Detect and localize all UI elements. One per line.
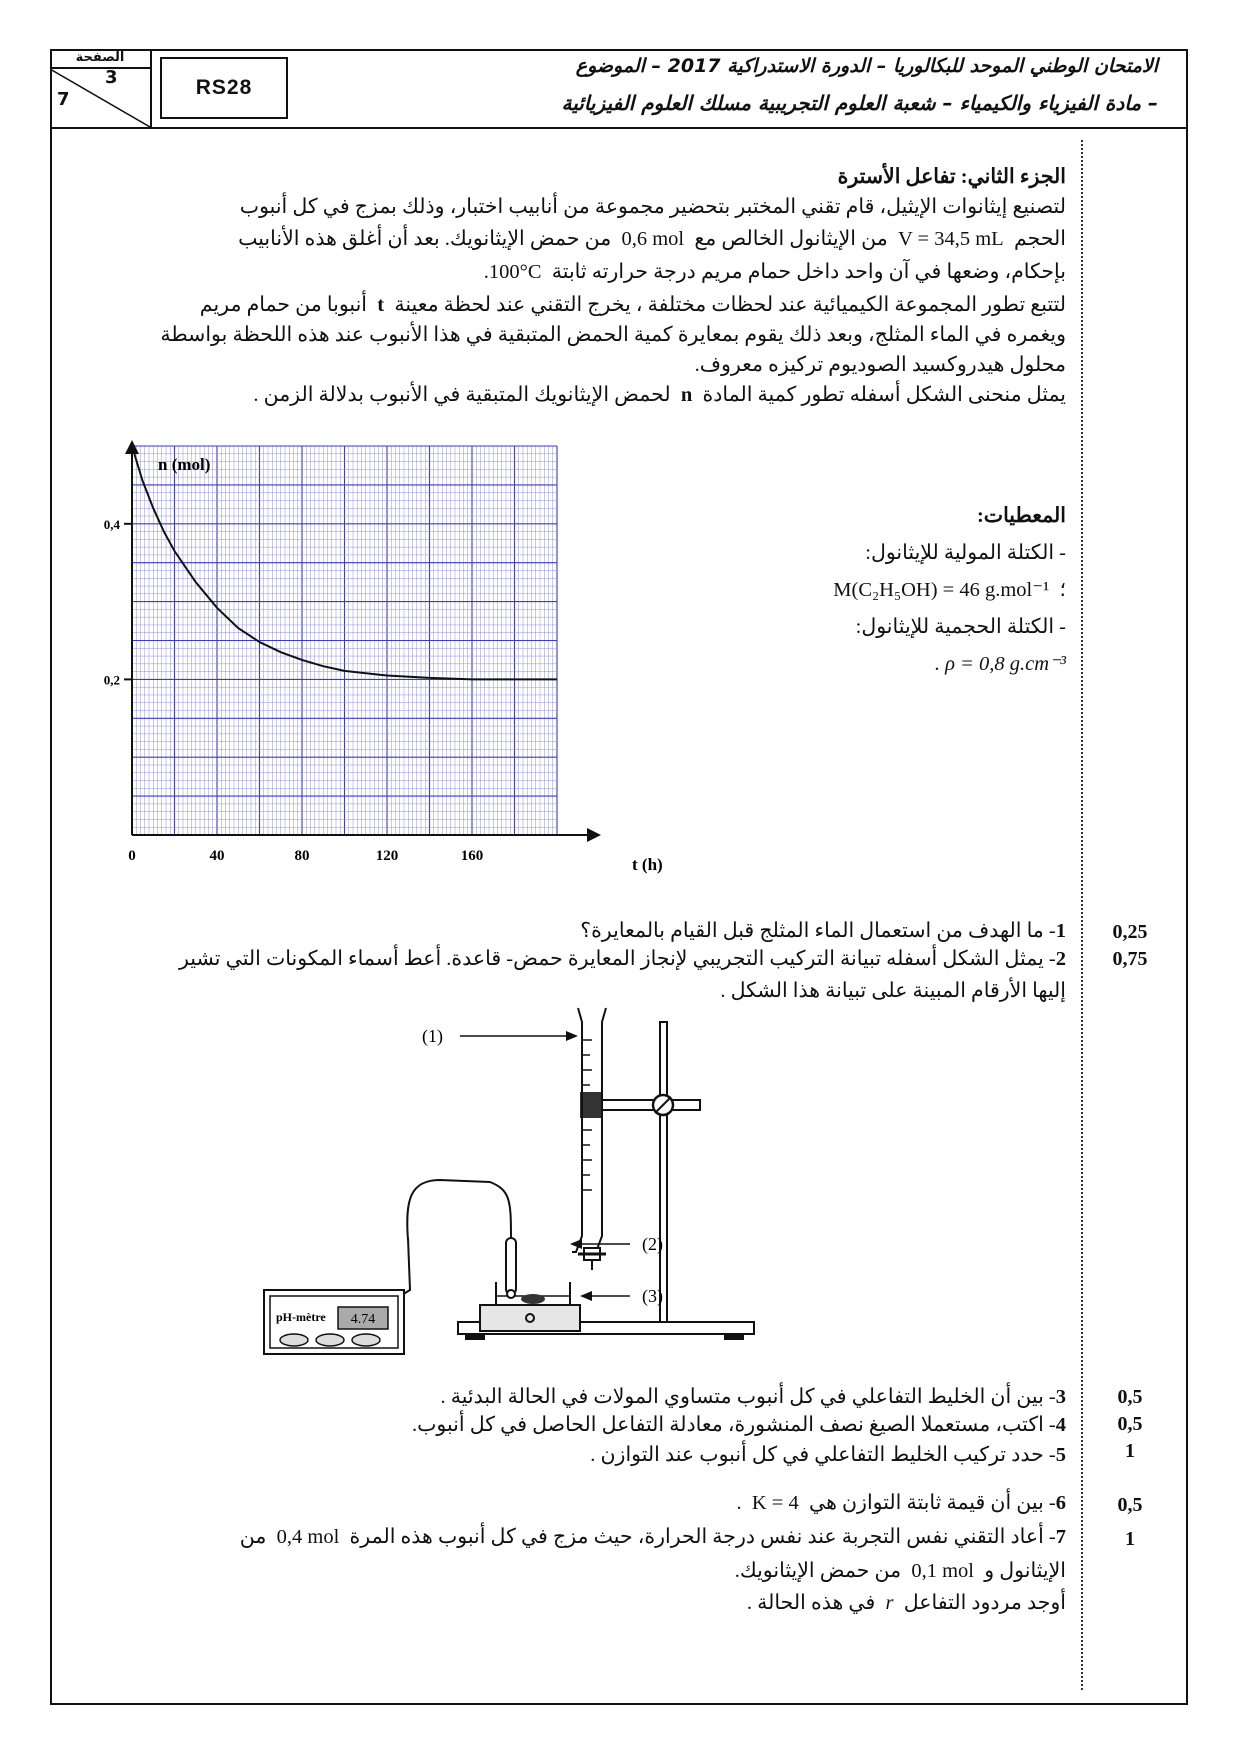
intro-text-7a: يمثل منحنى الشكل أسفله تطور كمية المادة xyxy=(702,384,1066,406)
chart-grid xyxy=(132,446,557,835)
page-number: 3 xyxy=(105,67,118,88)
label-3: (3) xyxy=(642,1286,663,1306)
intro-line-7 xyxy=(86,380,1066,410)
question-6 xyxy=(86,1488,1066,1518)
intro-text-2a: الحجم xyxy=(1013,228,1066,250)
question-6-text: - بين أن قيمة ثابتة التوازن هي xyxy=(808,1492,1056,1514)
y-tick-label: 0,4 xyxy=(103,516,120,532)
question-2-number: 2 xyxy=(1055,948,1066,970)
part-title-line xyxy=(86,162,1066,192)
question-1-text: - ما الهدف من استعمال الماء المثلج قبل القيام بالمعايرة؟ xyxy=(580,920,1056,942)
clamp-jaw xyxy=(580,1092,602,1118)
stand-rod xyxy=(660,1022,667,1322)
titration-apparatus xyxy=(260,1000,780,1370)
stand-foot-right xyxy=(724,1334,744,1340)
question-7-text3: من حمض الإيثانويك. xyxy=(734,1560,902,1582)
page-number-box xyxy=(50,49,152,127)
score-q3: 0,5 xyxy=(1117,1386,1143,1408)
x-tick-label: 0 xyxy=(128,848,136,864)
exam-code: RS28 xyxy=(160,57,288,119)
question-4 xyxy=(86,1410,1066,1440)
page-label: الصفحة xyxy=(50,49,150,69)
ph-meter-label: pH-mètre xyxy=(276,1310,326,1324)
magnetic-stirrer xyxy=(480,1305,580,1331)
volume-value: V = 34,5 mL xyxy=(897,228,1004,250)
question-5-number: 5 xyxy=(1055,1444,1066,1466)
x-tick-label: 120 xyxy=(375,848,399,864)
question-7-tail: من xyxy=(239,1526,267,1548)
molar-mass-label: - الكتلة المولية للإيثانول: xyxy=(865,542,1066,564)
page-total: 7 xyxy=(57,89,70,110)
stand-foot-left xyxy=(465,1334,485,1340)
electrode-cable xyxy=(390,1180,511,1300)
score-q6: 0,5 xyxy=(1117,1494,1143,1516)
intro-text-2c: من حمض الإيثانويك. بعد أن أغلق هذه الأنابيب xyxy=(238,228,612,250)
x-axis-arrow xyxy=(587,828,601,842)
amount-vs-time-chart xyxy=(100,440,680,880)
question-2-text: - يمثل الشكل أسفله تبيانة التركيب التجريبي لإنجاز المعايرة حمض- قاعدة. أعط أسماء المكونات التي تشير xyxy=(179,948,1056,970)
amount-symbol: n xyxy=(680,384,693,406)
given-data xyxy=(740,498,1066,683)
ph-knob-2 xyxy=(316,1334,344,1346)
stir-bar xyxy=(521,1294,545,1304)
question-6-number: 6 xyxy=(1055,1492,1066,1514)
intro-text-5: ويغمره في الماء المثلج، وبعد ذلك يقوم بمعايرة كمية الحمض المتبقية في هذا الأنبوب عند هذه اللحظة بواسطة xyxy=(160,324,1066,346)
molar-mass-sep: ؛ xyxy=(1059,579,1066,601)
exam-header xyxy=(50,49,1188,129)
clamp-arm xyxy=(600,1100,700,1110)
x-tick-label: 80 xyxy=(294,848,310,864)
intro-text-1: لتصنيع إيثانوات الإيثيل، قام تقني المختبر بتحضير مجموعة من أنابيب اختبار، وذلك بمزج في كل أنبوب xyxy=(239,196,1066,218)
burette-left-wall xyxy=(572,1008,582,1252)
molar-mass-value: M(C₂H₅OH) = 46 g.mol⁻¹ xyxy=(833,579,1050,601)
intro-line-3: بإحكام، وضعها في آن واحد داخل حمام مريم درجة حرارته ثابتة 100°C. xyxy=(483,261,1066,283)
exam-subject: – مادة الفيزياء والكيمياء – شعبة العلوم التجريبية مسلك العلوم الفيزيائية xyxy=(561,91,1158,115)
margin-separator xyxy=(1081,140,1083,1690)
exam-title: الامتحان الوطني الموحد للبكالوريا – الدورة الاستدراكية 2017 – الموضوع xyxy=(575,55,1158,77)
given-data-heading: المعطيات: xyxy=(976,505,1066,527)
question-4-number: 4 xyxy=(1055,1414,1066,1436)
intro-text-2b: من الإيثانول الخالص مع xyxy=(694,228,888,250)
question-4-text: - اكتب، مستعملا الصيغ نصف المنشورة، معادلة التفاعل الحاصل في كل أنبوب. xyxy=(411,1414,1056,1436)
ph-meter-reading: 4.74 xyxy=(350,1312,376,1327)
intro-text-7b: لحمض الإيثانويك المتبقية في الأنبوب بدلالة الزمن . xyxy=(253,384,671,406)
label-1: (1) xyxy=(422,1026,443,1046)
question-2 xyxy=(86,944,1066,974)
time-symbol: t xyxy=(377,294,385,316)
burette-right-wall xyxy=(596,1008,606,1252)
y-tick-label: 0,2 xyxy=(103,672,120,688)
equilibrium-constant: K = 4 xyxy=(751,1492,799,1514)
question-3 xyxy=(86,1382,1066,1412)
question-1-number: 1 xyxy=(1055,920,1066,942)
density-value: . ρ = 0,8 g.cm⁻³ xyxy=(934,653,1066,675)
x-tick-label: 40 xyxy=(209,848,225,864)
intro-line-2 xyxy=(86,224,1066,254)
question-5 xyxy=(86,1440,1066,1470)
acid-amount-value: 0,6 mol xyxy=(621,228,685,250)
question-7-number: 7 xyxy=(1055,1526,1066,1548)
score-q2: 0,75 xyxy=(1112,948,1148,970)
intro-line-6 xyxy=(86,350,1066,380)
label-2: (2) xyxy=(642,1234,663,1254)
intro-text-3a: بإحكام، وضعها في آن واحد داخل حمام مريم درجة حرارته ثابتة xyxy=(551,261,1066,283)
score-q1: 0,25 xyxy=(1112,921,1148,943)
score-q5: 1 xyxy=(1125,1440,1135,1462)
ph-knob-3 xyxy=(352,1334,380,1346)
temperature-value: 100°C xyxy=(488,261,542,283)
question-7-text2: الإيثانول و xyxy=(984,1560,1066,1582)
question-3-number: 3 xyxy=(1055,1386,1066,1408)
x-tick-label: 160 xyxy=(460,848,484,864)
yield-symbol: r xyxy=(885,1592,894,1614)
intro-line-4 xyxy=(86,290,1066,320)
part-title: الجزء الثاني: تفاعل الأسترة xyxy=(837,166,1066,188)
question-7-text5: في هذه الحالة . xyxy=(746,1592,876,1614)
ph-knob-1 xyxy=(280,1334,308,1346)
molar-mass-line xyxy=(740,572,1066,609)
question-6-tail: . xyxy=(736,1492,742,1514)
intro-text-4: لتتبع تطور المجموعة الكيميائية عند لحظات مختلفة ، يخرج التقني عند لحظة معينة xyxy=(394,294,1066,316)
x-axis-label: t (h) xyxy=(632,855,663,874)
ph-electrode xyxy=(506,1238,516,1294)
question-5-text: - حدد تركيب الخليط التفاعلي في كل أنبوب عند التوازن . xyxy=(590,1444,1056,1466)
question-3-text: - بين أن الخليط التفاعلي في كل أنبوب متساوي المولات في الحالة البدئية . xyxy=(440,1386,1056,1408)
question-7-text4: أوجد مردود التفاعل xyxy=(903,1592,1066,1614)
question-7 xyxy=(86,1522,1066,1552)
acid-amount: 0,1 mol xyxy=(911,1560,974,1582)
question-7-text: - أعاد التقني نفس التجربة عند نفس درجة الحرارة، حيث مزج في كل أنبوب هذه المرة xyxy=(349,1526,1056,1548)
intro-text-6: محلول هيدروكسيد الصوديوم تركيزه معروف. xyxy=(694,354,1066,376)
y-axis-label: n (mol) xyxy=(158,455,211,474)
intro-line-5 xyxy=(86,320,1066,350)
question-7-line-2 xyxy=(86,1556,1066,1586)
score-q7: 1 xyxy=(1125,1528,1135,1550)
score-q4: 0,5 xyxy=(1117,1413,1143,1435)
intro-line-1 xyxy=(86,192,1066,222)
question-2-text2: إليها الأرقام المبينة على تبيانة هذا الشكل . xyxy=(720,980,1066,1002)
ethanol-amount: 0,4 mol xyxy=(276,1526,340,1548)
question-7-line-3 xyxy=(86,1588,1066,1618)
question-1 xyxy=(86,916,1066,946)
intro-text-4b: أنبوبا من حمام مريم xyxy=(199,294,367,316)
density-label: - الكتلة الحجمية للإيثانول: xyxy=(855,616,1066,638)
